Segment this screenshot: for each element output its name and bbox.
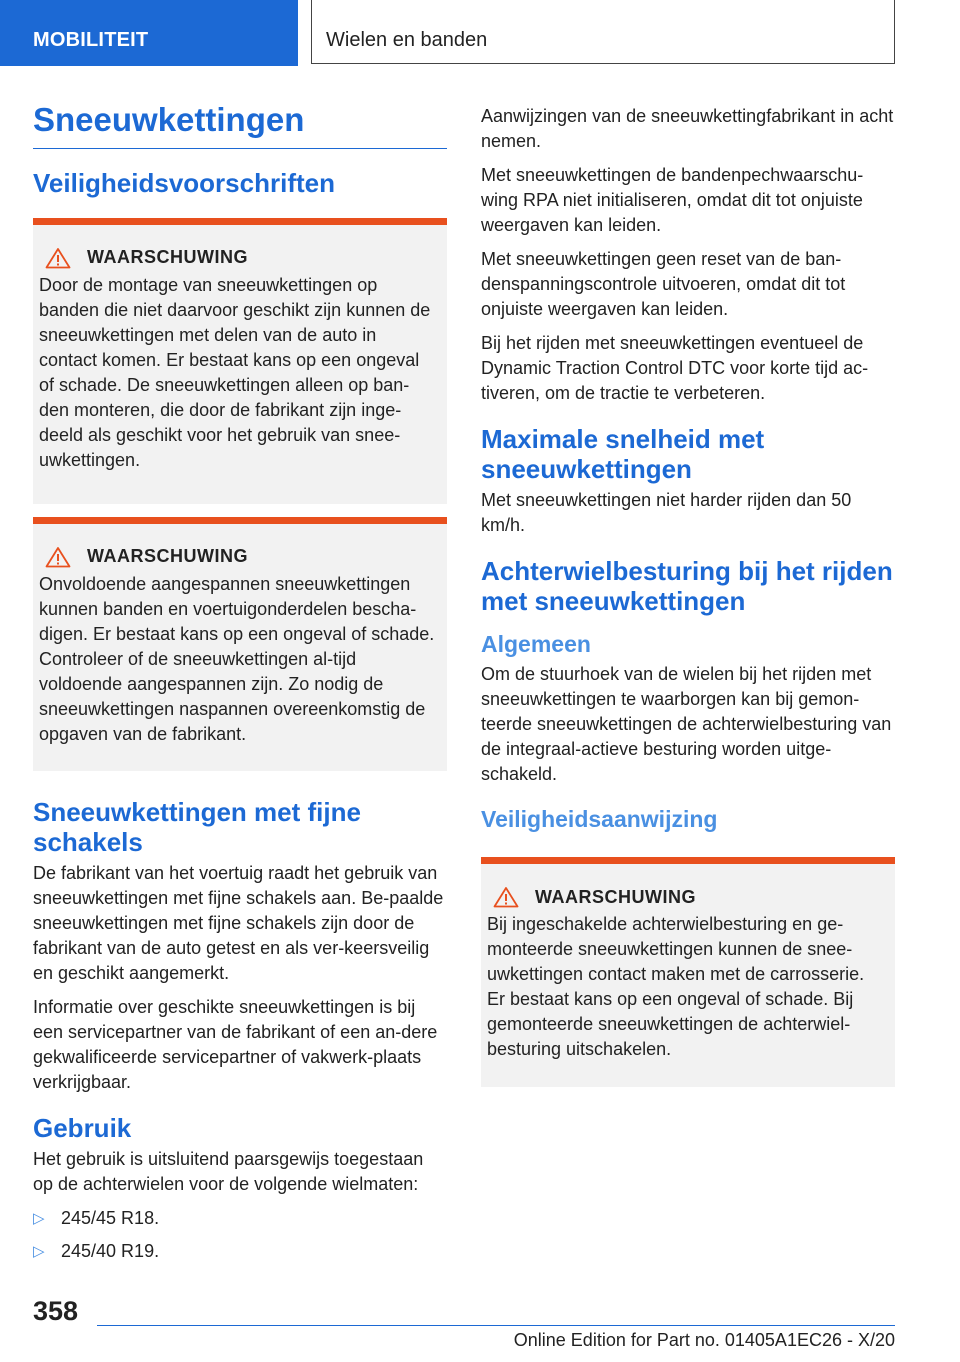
warning-box-1 [33, 218, 447, 504]
fine-links-paragraph-2: Informatie over geschikte sneeuwkettingen is bij een servicepartner van de fabrikant of een an-dere gekwalificeerde servicepartner of vakwerk-plaats verkrijgbaar. [33, 996, 438, 1092]
warning-triangle-icon [45, 546, 71, 568]
manufacturer-note: Aanwijzingen van de sneeuwkettingfabrikant in acht nemen. [481, 106, 894, 151]
list-item-text: 245/40 R19. [61, 1240, 160, 1261]
dtc-note: Bij het rijden met sneeuwkettingen eventueel de Dynamic Traction Control DTC voor korte tijd ac-tiveren, om de tractie te verbeteren. [481, 333, 869, 403]
rear-steering-heading: Achterwielbesturing bij het rijden met sneeuwkettingen [481, 556, 893, 616]
safety-heading: Veiligheidsvoorschriften [33, 167, 335, 198]
edition-footer: Online Edition for Part no. 01405A1EC26 - X/20 [513, 1330, 895, 1350]
list-item-text: 245/45 R18. [61, 1207, 160, 1228]
warning-header [39, 546, 439, 568]
general-heading: Algemeen [481, 631, 591, 657]
section-tab[interactable]: MOBILITEIT [0, 0, 298, 66]
page-title: Sneeuwkettingen [33, 100, 447, 149]
triangle-right-icon: ▷ [33, 1242, 45, 1260]
warning-box-2 [33, 517, 447, 771]
warning-label: WAARSCHUWING [87, 247, 248, 268]
right-column [481, 104, 895, 1087]
wheel-size-list [33, 1206, 447, 1264]
chapter-tab[interactable]: Wielen en banden [311, 0, 895, 64]
warning-box-3 [481, 857, 895, 1087]
warning-text: Onvoldoende aangespannen sneeuwkettingen kunnen banden en voertuigonderdelen bescha-digen. Er bestaat kans op een ongeval of schade. Controleer of de sneeuwkettingen al-tijd voldoende aangespannen zijn. Zo nodig de sneeuwkettingen naspannen overeenkomstig de opgaven van de fabrikant. [39, 573, 435, 744]
fine-links-heading: Sneeuwkettingen met fijne schakels [33, 796, 361, 857]
left-column [33, 100, 447, 1272]
fine-links-paragraph-1: De fabrikant van het voertuig raadt het gebruik van sneeuwkettingen met fijne schakels aan. Be-paalde sneeuwkettingen met fijne schakels zijn door de fabrikant van de auto getest en als ver-keersveilig en geschikt aangemerkt. [33, 862, 444, 983]
warning-triangle-icon [45, 247, 71, 269]
max-speed-paragraph: Met sneeuwkettingen niet harder rijden dan 50 km/h. [481, 490, 852, 535]
general-paragraph: Om de stuurhoek van de wielen bij het rijden met sneeuwkettingen te waarborgen kan bij gemon-teerde sneeuwkettingen de achterwielbesturing van de integraal-actieve besturing worden uitge-schakeld. [481, 664, 892, 784]
warning-label: WAARSCHUWING [87, 546, 248, 567]
warning-header [487, 886, 887, 908]
warning-label: WAARSCHUWING [535, 886, 696, 907]
list-item [33, 1206, 447, 1231]
warning-triangle-icon [493, 886, 519, 908]
warning-header [39, 247, 439, 269]
rpa-note: Met sneeuwkettingen de bandenpechwaarschu-wing RPA niet initialiseren, omdat dit tot onjuiste weergaven kan leiden. [481, 165, 864, 235]
page-header [0, 0, 960, 66]
footer-divider [97, 1325, 895, 1326]
usage-heading: Gebruik [33, 1112, 132, 1143]
list-item [33, 1239, 447, 1264]
pressure-reset-note: Met sneeuwkettingen geen reset van de ban-denspanningscontrole uitvoeren, omdat dit tot onjuiste weergaven kan leiden. [481, 249, 846, 319]
triangle-right-icon: ▷ [33, 1209, 45, 1227]
max-speed-heading: Maximale snelheid met sneeuwkettingen [481, 424, 765, 484]
usage-paragraph: Het gebruik is uitsluitend paarsgewijs toegestaan op de achterwielen voor de volgende wielmaten: [33, 1148, 424, 1194]
safety-note-heading: Veiligheidsaanwijzing [481, 806, 718, 832]
warning-text: Door de montage van sneeuwkettingen op banden die niet daarvoor geschikt zijn kunnen de sneeuwkettingen met delen van de auto in contact komen. Er bestaat kans op een ongeval of schade. De sneeuwkettingen alleen op ban-den monteren, die door de fabrikant zijn inge-deeld als geschikt voor het gebruik van snee-uwkettingen. [39, 274, 431, 470]
warning-text: Bij ingeschakelde achterwielbesturing en ge-monteerde sneeuwkettingen kunnen de snee-uwkettingen contact maken met de carrosserie. Er bestaat kans op een ongeval of schade. Bij gemonteerde sneeuwkettingen de achterwiel-besturing uitschakelen. [487, 914, 865, 1059]
page-number: 358 [33, 1296, 79, 1326]
